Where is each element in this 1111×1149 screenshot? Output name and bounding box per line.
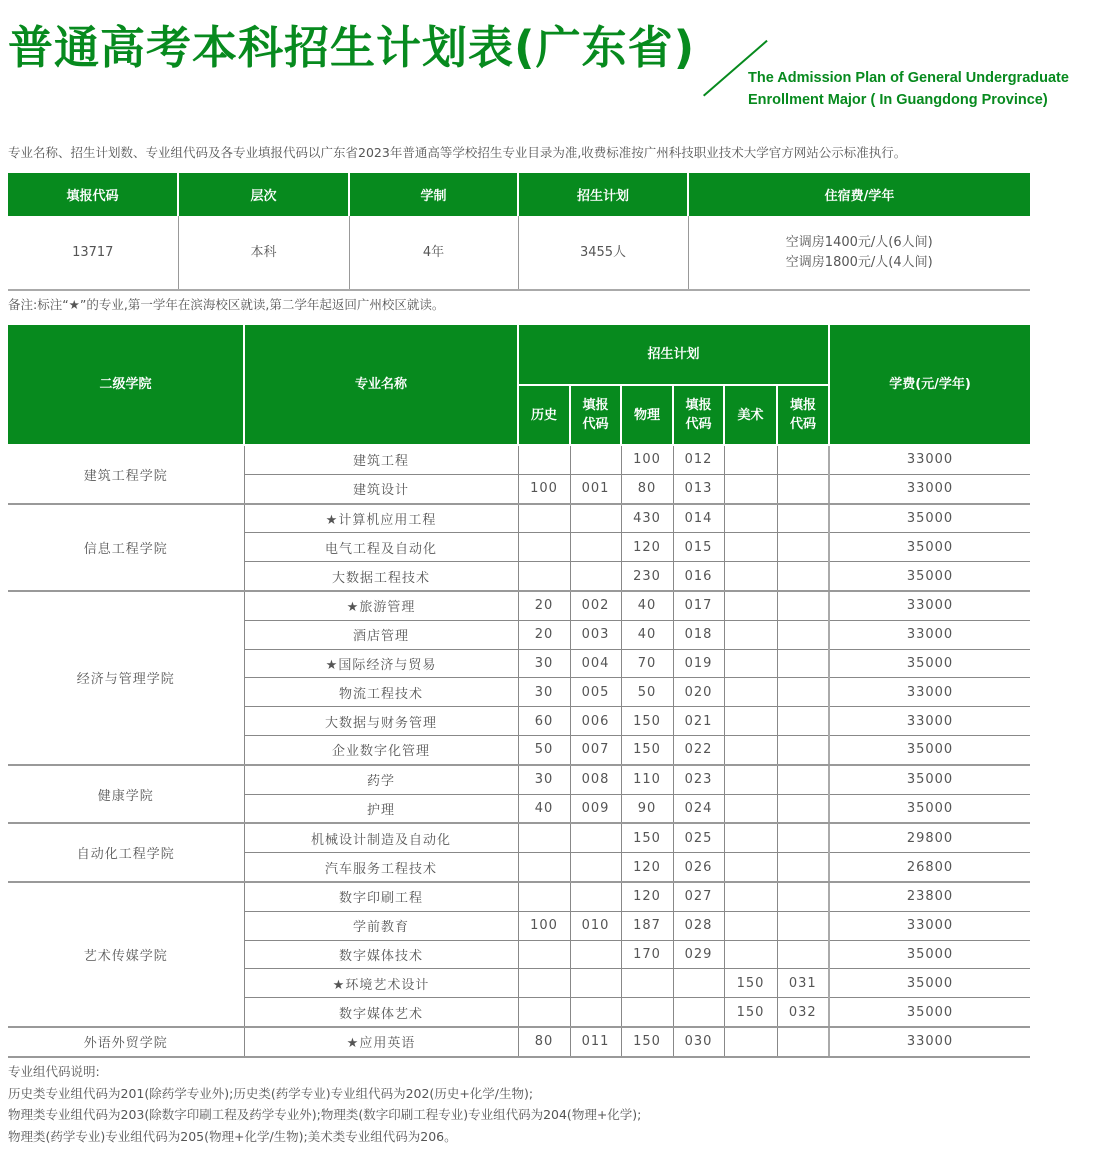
physics-code: 023	[673, 765, 724, 794]
tuition-fee: 35000	[829, 940, 1030, 969]
header-history-code	[570, 385, 621, 445]
table-row	[8, 445, 1030, 474]
header-art-code	[777, 385, 829, 445]
major-name: 企业数字化管理	[244, 735, 518, 764]
history-count	[518, 969, 570, 998]
table-row	[8, 1027, 1030, 1057]
art-count	[724, 823, 777, 852]
art-code	[777, 445, 829, 474]
history-code	[570, 445, 621, 474]
table-row	[8, 882, 1030, 911]
history-code	[570, 853, 621, 882]
major-plan-table	[8, 325, 1030, 1058]
physics-code: 018	[673, 620, 724, 649]
art-count	[724, 853, 777, 882]
history-code: 004	[570, 649, 621, 678]
college-name: 外语外贸学院	[8, 1027, 244, 1057]
history-code: 011	[570, 1027, 621, 1057]
physics-code: 025	[673, 823, 724, 852]
art-code	[777, 882, 829, 911]
history-count: 80	[518, 1027, 570, 1057]
physics-code: 022	[673, 735, 724, 764]
art-count	[724, 504, 777, 533]
notes-title: 专业组代码说明:	[8, 1064, 100, 1079]
major-name: 大数据与财务管理	[244, 707, 518, 736]
physics-code: 024	[673, 794, 724, 823]
table-row	[8, 591, 1030, 620]
dorm-fee-four-person: 空调房1800元/人(4人间)	[785, 254, 933, 270]
major-name: 药学	[244, 765, 518, 794]
tuition-fee: 23800	[829, 882, 1030, 911]
header-dorm-fee: 住宿费/学年	[688, 173, 1030, 216]
physics-code: 017	[673, 591, 724, 620]
tuition-fee: 33000	[829, 620, 1030, 649]
physics-code	[673, 969, 724, 998]
art-count	[724, 911, 777, 940]
history-count: 30	[518, 649, 570, 678]
physics-count: 120	[621, 533, 673, 562]
history-count: 100	[518, 911, 570, 940]
page-title: 普通高考本科招生计划表(广东省)	[8, 21, 696, 74]
art-code	[777, 562, 829, 591]
header-code-line2: 代码	[685, 417, 712, 432]
history-code: 002	[570, 591, 621, 620]
art-code	[777, 735, 829, 764]
physics-count: 430	[621, 504, 673, 533]
art-count	[724, 533, 777, 562]
tuition-fee: 35000	[829, 998, 1030, 1027]
header-level: 层次	[178, 173, 349, 216]
tuition-fee: 35000	[829, 504, 1030, 533]
history-code	[570, 533, 621, 562]
notes-line: 物理类专业组代码为203(除数字印刷工程及药学专业外);物理类(数字印刷工程专业)专业组代码为204(物理+化学);	[8, 1107, 642, 1122]
header-physics: 物理	[621, 385, 673, 445]
star-remark: 备注:标注“★”的专业,第一学年在滨海校区就读,第二学年起返回广州校区就读。	[8, 297, 445, 312]
art-code	[777, 940, 829, 969]
physics-count: 70	[621, 649, 673, 678]
art-code: 031	[777, 969, 829, 998]
header-code-line1: 填报	[582, 398, 609, 413]
tuition-fee: 35000	[829, 735, 1030, 764]
history-code: 001	[570, 474, 621, 503]
art-count	[724, 940, 777, 969]
physics-code: 019	[673, 649, 724, 678]
art-count	[724, 882, 777, 911]
history-count	[518, 445, 570, 474]
physics-code: 026	[673, 853, 724, 882]
art-code: 032	[777, 998, 829, 1027]
header-code: 填报代码	[8, 173, 178, 216]
art-code	[777, 620, 829, 649]
header-enrollment-plan: 招生计划	[518, 325, 829, 385]
physics-code: 014	[673, 504, 724, 533]
art-code	[777, 707, 829, 736]
art-count	[724, 649, 777, 678]
major-name: ★环境艺术设计	[244, 969, 518, 998]
physics-code: 027	[673, 882, 724, 911]
table-row	[8, 504, 1030, 533]
tuition-fee: 33000	[829, 474, 1030, 503]
tuition-fee: 35000	[829, 562, 1030, 591]
history-count: 60	[518, 707, 570, 736]
art-code	[777, 533, 829, 562]
summary-row	[8, 216, 1030, 290]
physics-code: 013	[673, 474, 724, 503]
art-count	[724, 678, 777, 707]
school-code: 13717	[8, 216, 178, 290]
major-name: 大数据工程技术	[244, 562, 518, 591]
physics-count: 170	[621, 940, 673, 969]
physics-code	[673, 998, 724, 1027]
group-code-notes	[8, 1061, 641, 1147]
art-count	[724, 562, 777, 591]
header-code-line1: 填报	[685, 398, 712, 413]
header-tuition: 学费(元/学年)	[829, 325, 1030, 445]
major-name: 学前教育	[244, 911, 518, 940]
physics-count: 120	[621, 882, 673, 911]
header-code-line2: 代码	[582, 417, 609, 432]
major-name: ★计算机应用工程	[244, 504, 518, 533]
art-count: 150	[724, 969, 777, 998]
art-count	[724, 620, 777, 649]
physics-code: 016	[673, 562, 724, 591]
header-code-line2: 代码	[790, 417, 817, 432]
physics-count: 230	[621, 562, 673, 591]
college-name: 健康学院	[8, 765, 244, 824]
english-subtitle	[748, 67, 1069, 111]
history-code	[570, 882, 621, 911]
header-physics-code	[673, 385, 724, 445]
physics-code: 021	[673, 707, 724, 736]
tuition-fee: 33000	[829, 1027, 1030, 1057]
header-plan: 招生计划	[518, 173, 688, 216]
dorm-fee-six-person: 空调房1400元/人(6人间)	[785, 234, 933, 250]
physics-count	[621, 969, 673, 998]
header-duration: 学制	[349, 173, 518, 216]
college-name: 艺术传媒学院	[8, 882, 244, 1027]
physics-count: 150	[621, 823, 673, 852]
history-count	[518, 823, 570, 852]
history-count: 50	[518, 735, 570, 764]
physics-count	[621, 998, 673, 1027]
art-code	[777, 765, 829, 794]
tuition-fee: 33000	[829, 591, 1030, 620]
major-name: 数字印刷工程	[244, 882, 518, 911]
major-name: 数字媒体艺术	[244, 998, 518, 1027]
history-code: 005	[570, 678, 621, 707]
tuition-fee: 29800	[829, 823, 1030, 852]
history-code	[570, 823, 621, 852]
duration: 4年	[349, 216, 518, 290]
history-count: 100	[518, 474, 570, 503]
tuition-fee: 35000	[829, 765, 1030, 794]
college-name: 建筑工程学院	[8, 445, 244, 504]
major-name: 建筑设计	[244, 474, 518, 503]
art-count	[724, 474, 777, 503]
physics-count: 80	[621, 474, 673, 503]
physics-count: 150	[621, 707, 673, 736]
subtitle-line-1: The Admission Plan of General Undergraduate	[748, 70, 1069, 86]
art-count	[724, 445, 777, 474]
history-code: 009	[570, 794, 621, 823]
intro-note: 专业名称、招生计划数、专业组代码及各专业填报代码以广东省2023年普通高等学校招生专业目录为准,收费标准按广州科技职业技术大学官方网站公示标准执行。	[8, 145, 907, 160]
major-name: ★应用英语	[244, 1027, 518, 1057]
major-name: ★国际经济与贸易	[244, 649, 518, 678]
history-code	[570, 562, 621, 591]
major-header-row-1	[8, 325, 1030, 385]
art-code	[777, 1027, 829, 1057]
history-code: 006	[570, 707, 621, 736]
major-name: 建筑工程	[244, 445, 518, 474]
history-code: 010	[570, 911, 621, 940]
physics-count: 90	[621, 794, 673, 823]
major-name: ★旅游管理	[244, 591, 518, 620]
tuition-fee: 35000	[829, 969, 1030, 998]
tuition-fee: 26800	[829, 853, 1030, 882]
tuition-fee: 35000	[829, 649, 1030, 678]
physics-count: 187	[621, 911, 673, 940]
history-code: 003	[570, 620, 621, 649]
major-name: 电气工程及自动化	[244, 533, 518, 562]
history-count: 20	[518, 620, 570, 649]
history-count	[518, 940, 570, 969]
physics-count: 100	[621, 445, 673, 474]
physics-count: 150	[621, 1027, 673, 1057]
art-count	[724, 1027, 777, 1057]
art-count	[724, 765, 777, 794]
physics-count: 120	[621, 853, 673, 882]
history-count	[518, 504, 570, 533]
summary-header-row	[8, 173, 1030, 216]
tuition-fee: 35000	[829, 533, 1030, 562]
table-row	[8, 823, 1030, 852]
header-major: 专业名称	[244, 325, 518, 445]
art-code	[777, 649, 829, 678]
dorm-fee	[688, 216, 1030, 290]
history-count	[518, 562, 570, 591]
major-name: 汽车服务工程技术	[244, 853, 518, 882]
header-college: 二级学院	[8, 325, 244, 445]
header-code-line1: 填报	[790, 398, 817, 413]
art-code	[777, 794, 829, 823]
header-art: 美术	[724, 385, 777, 445]
history-code	[570, 998, 621, 1027]
physics-count: 150	[621, 735, 673, 764]
history-count: 20	[518, 591, 570, 620]
art-code	[777, 911, 829, 940]
table-row	[8, 765, 1030, 794]
art-count	[724, 591, 777, 620]
history-code	[570, 940, 621, 969]
summary-table	[8, 173, 1030, 291]
physics-count: 50	[621, 678, 673, 707]
major-name: 酒店管理	[244, 620, 518, 649]
college-name: 自动化工程学院	[8, 823, 244, 882]
art-count	[724, 794, 777, 823]
history-code	[570, 969, 621, 998]
major-name: 护理	[244, 794, 518, 823]
physics-code: 029	[673, 940, 724, 969]
tuition-fee: 33000	[829, 678, 1030, 707]
subtitle-line-2: Enrollment Major ( In Guangdong Province)	[748, 92, 1048, 108]
history-count	[518, 853, 570, 882]
tuition-fee: 35000	[829, 794, 1030, 823]
major-name: 物流工程技术	[244, 678, 518, 707]
art-code	[777, 591, 829, 620]
major-name: 数字媒体技术	[244, 940, 518, 969]
tuition-fee: 33000	[829, 445, 1030, 474]
history-count: 30	[518, 678, 570, 707]
art-count	[724, 735, 777, 764]
college-name: 信息工程学院	[8, 504, 244, 591]
physics-code: 030	[673, 1027, 724, 1057]
major-table-body	[8, 445, 1030, 1057]
art-code	[777, 474, 829, 503]
art-code	[777, 853, 829, 882]
history-code: 007	[570, 735, 621, 764]
physics-code: 020	[673, 678, 724, 707]
tuition-fee: 33000	[829, 707, 1030, 736]
physics-count: 40	[621, 591, 673, 620]
header-history: 历史	[518, 385, 570, 445]
level: 本科	[178, 216, 349, 290]
art-count	[724, 707, 777, 736]
college-name: 经济与管理学院	[8, 591, 244, 765]
physics-count: 40	[621, 620, 673, 649]
history-code	[570, 504, 621, 533]
total-plan: 3455人	[518, 216, 688, 290]
tuition-fee: 33000	[829, 911, 1030, 940]
art-code	[777, 504, 829, 533]
history-count: 40	[518, 794, 570, 823]
art-count: 150	[724, 998, 777, 1027]
history-count	[518, 882, 570, 911]
history-code: 008	[570, 765, 621, 794]
notes-line: 物理类(药学专业)专业组代码为205(物理+化学/生物);美术类专业组代码为206。	[8, 1128, 457, 1144]
history-count	[518, 533, 570, 562]
physics-code: 012	[673, 445, 724, 474]
history-count	[518, 998, 570, 1027]
major-name: 机械设计制造及自动化	[244, 823, 518, 852]
notes-line: 历史类专业组代码为201(除药学专业外);历史类(药学专业)专业组代码为202(历史+化学/生物);	[8, 1085, 534, 1101]
physics-count: 110	[621, 765, 673, 794]
physics-code: 015	[673, 533, 724, 562]
art-code	[777, 823, 829, 852]
history-count: 30	[518, 765, 570, 794]
physics-code: 028	[673, 911, 724, 940]
art-code	[777, 678, 829, 707]
